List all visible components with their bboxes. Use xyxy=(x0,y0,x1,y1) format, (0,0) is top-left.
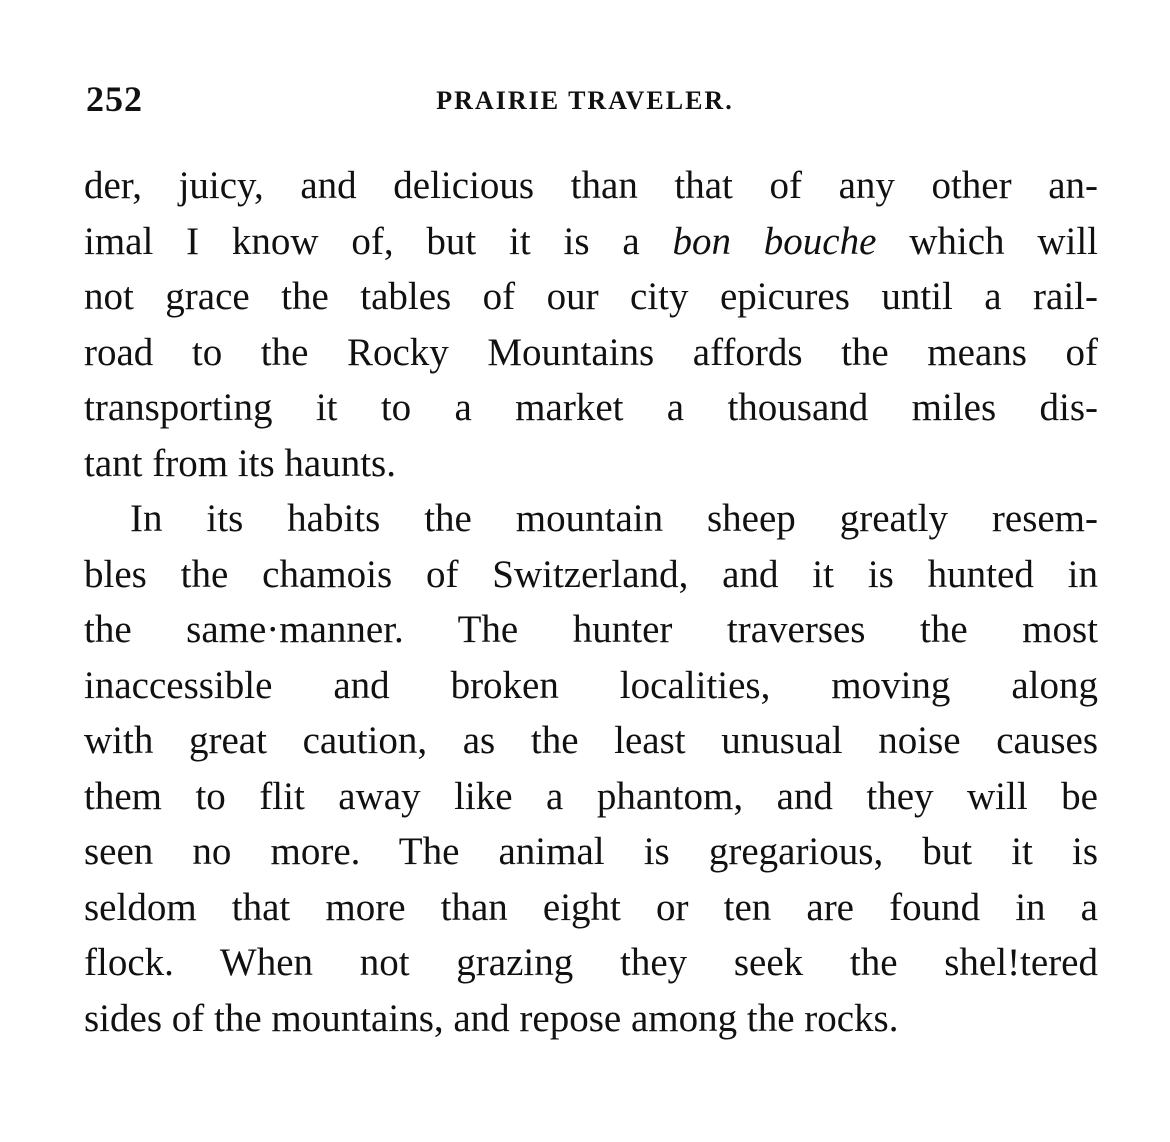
paragraph2-line-7: seen no more. The animal is gregarious, but it is xyxy=(84,830,1098,873)
paragraph2-line-4: inaccessible and broken localities, moving along xyxy=(84,663,1098,707)
paragraph2-line-3: the same·manner. The hunter traverses the most xyxy=(84,608,1098,651)
paragraph1-line-2-end: which will xyxy=(909,219,1099,263)
paragraph2-line-5: with great caution, as the least unusual noise causes xyxy=(84,719,1098,762)
paragraph2-line-6: them to flit away like a phantom, and they will be xyxy=(84,774,1098,818)
paragraph1-line-3: not grace the tables of our city epicures until a rail- xyxy=(84,275,1098,318)
paragraph2-line-1: In its habits the mountain sheep greatly resem- xyxy=(130,497,1098,540)
paragraph2-line-9: flock. When not grazing they seek the shel!tered xyxy=(84,941,1098,984)
paragraph1-line-1: der, juicy, and delicious than that of any other an- xyxy=(84,164,1098,207)
running-title: PRAIRIE TRAVELER. xyxy=(436,86,734,115)
paragraph1-line-2 xyxy=(84,214,1098,270)
italic-phrase: bon bouche xyxy=(672,219,877,263)
body-text xyxy=(84,158,1098,1046)
paragraph1-line-2-start: imal I know of, but it is a xyxy=(84,219,640,263)
page-number: 252 xyxy=(86,79,143,119)
paragraph2-line-10: sides of the mountains, and repose among the rocks. xyxy=(84,996,899,1040)
paragraph1-line-5: transporting it to a market a thousand miles dis- xyxy=(84,386,1098,429)
paragraph2-line-2: bles the chamois of Switzerland, and it is hunted in xyxy=(84,552,1098,596)
paragraph1-line-6: tant from its haunts. xyxy=(84,441,396,485)
paragraph1-line-4: road to the Rocky Mountains affords the means of xyxy=(84,330,1098,374)
paragraph2-line-8: seldom that more than eight or ten are found in a xyxy=(84,885,1098,929)
